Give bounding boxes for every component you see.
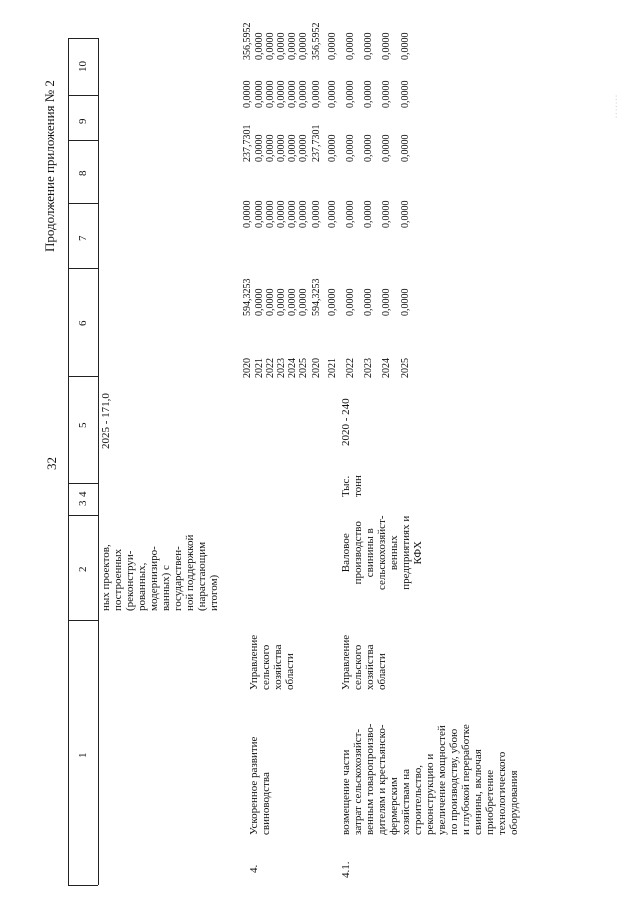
row41-c10-value-0: 356,5952 — [311, 22, 322, 60]
scan-mark: · · · · · · · — [614, 95, 620, 118]
header-col-9: 9 — [77, 118, 89, 124]
table-line — [68, 203, 98, 204]
row41-years-value-0: 2020 — [311, 358, 322, 378]
row4-c6-value-1: 0,0000 — [254, 288, 265, 316]
row4-c8-value-3: 0,0000 — [276, 134, 287, 162]
row41-title: возмещение части затрат сельскохозяйст- венным товаропроизво- дителям и крестьянско- фермерским хозяйствам на строительство, реконструкцию и увеличение мощностей по производству, убою и глубокой переработке свинины, включая приобретение технологического оборудования — [340, 723, 520, 835]
row41-c9-value-2: 0,0000 — [345, 80, 356, 108]
row41-c6-value-5: 0,0000 — [400, 288, 411, 316]
header-col-1: 1 — [77, 752, 89, 758]
row41-unit: Тыс. тонн — [340, 475, 364, 497]
table-line — [68, 376, 98, 377]
row4-c7-value-2: 0,0000 — [265, 200, 276, 228]
row4-c8-value-4: 0,0000 — [287, 134, 298, 162]
row41-c8-value-4: 0,0000 — [381, 134, 392, 162]
header-col-8: 8 — [77, 170, 89, 176]
row4-c7-value-4: 0,0000 — [287, 200, 298, 228]
row41-c6-value-1: 0,0000 — [327, 288, 338, 316]
row41-target: 2020 - 240 — [340, 398, 352, 446]
row4-years-value-2: 2022 — [265, 358, 276, 378]
table-line — [68, 268, 98, 269]
row4-years-value-4: 2024 — [287, 358, 298, 378]
row41-c7-value-3: 0,0000 — [363, 200, 374, 228]
row41-c9-value-0: 0,0000 — [311, 80, 322, 108]
row41-years-value-1: 2021 — [327, 358, 338, 378]
row41-years-value-3: 2023 — [363, 358, 374, 378]
row4-c10-value-1: 0,0000 — [254, 32, 265, 60]
row4-years-value-5: 2025 — [298, 358, 309, 378]
row41-c9-value-5: 0,0000 — [400, 80, 411, 108]
row4-c6-value-0: 594,3253 — [242, 278, 253, 316]
row41-c6-value-4: 0,0000 — [381, 288, 392, 316]
row41-c6-value-2: 0,0000 — [345, 288, 356, 316]
row4-executor: Управление сельского хозяйства области — [248, 634, 296, 690]
header-col-3: 3 — [77, 500, 89, 506]
row4-c9-value-4: 0,0000 — [287, 80, 298, 108]
row4-number: 4. — [248, 864, 260, 873]
row4-c10-value-4: 0,0000 — [287, 32, 298, 60]
row41-c6-value-0: 594,3253 — [311, 278, 322, 316]
table-line — [68, 95, 98, 96]
header-col-2: 2 — [77, 566, 89, 572]
table-line — [68, 140, 98, 141]
header-col-10: 10 — [77, 61, 89, 72]
row41-c7-value-2: 0,0000 — [345, 200, 356, 228]
row4-c9-value-1: 0,0000 — [254, 80, 265, 108]
row41-c9-value-1: 0,0000 — [327, 80, 338, 108]
row4-c6-value-4: 0,0000 — [287, 288, 298, 316]
row41-c8-value-3: 0,0000 — [363, 134, 374, 162]
row4-c9-value-5: 0,0000 — [298, 80, 309, 108]
row4-years-value-3: 2023 — [276, 358, 287, 378]
row41-c9-value-4: 0,0000 — [381, 80, 392, 108]
cont-indicator-text: ных проектов, построенных (реконструи- рованных, модернизиро- ванных) с государствен- ной поддержкой (нарастающим итогом) — [100, 534, 220, 611]
row4-c10-value-2: 0,0000 — [265, 32, 276, 60]
page-number: 32 — [44, 457, 59, 470]
row41-c9-value-3: 0,0000 — [363, 80, 374, 108]
header-col-5: 5 — [77, 422, 89, 428]
row41-years-value-2: 2022 — [345, 358, 356, 378]
row4-c10-value-3: 0,0000 — [276, 32, 287, 60]
table-line — [68, 620, 98, 621]
row4-c8-value-0: 237,7301 — [242, 124, 253, 162]
header-col-7: 7 — [77, 235, 89, 241]
table-line — [68, 885, 98, 886]
row41-indicator: Валовое производство свинины в сельскохозяйст- венных предприятиях и КФХ — [340, 515, 424, 590]
row4-years-value-1: 2021 — [254, 358, 265, 378]
row4-years-value-0: 2020 — [242, 358, 253, 378]
row4-c7-value-5: 0,0000 — [298, 200, 309, 228]
row4-c7-value-0: 0,0000 — [242, 200, 253, 228]
header-col-6: 6 — [77, 320, 89, 326]
row41-c10-value-5: 0,0000 — [400, 32, 411, 60]
row41-c7-value-4: 0,0000 — [381, 200, 392, 228]
row4-c6-value-5: 0,0000 — [298, 288, 309, 316]
appendix-title: Продолжение приложения № 2 — [42, 80, 57, 252]
row4-c7-value-1: 0,0000 — [254, 200, 265, 228]
row4-c9-value-0: 0,0000 — [242, 80, 253, 108]
row41-c8-value-2: 0,0000 — [345, 134, 356, 162]
table-line — [68, 515, 98, 516]
row4-c6-value-3: 0,0000 — [276, 288, 287, 316]
row4-c9-value-2: 0,0000 — [265, 80, 276, 108]
row4-c8-value-5: 0,0000 — [298, 134, 309, 162]
row4-c7-value-3: 0,0000 — [276, 200, 287, 228]
row4-c10-value-0: 356,5952 — [242, 22, 253, 60]
cont-target-value: 2025 - 171,0 — [100, 393, 112, 449]
row4-c10-value-5: 0,0000 — [298, 32, 309, 60]
table-line — [68, 38, 69, 885]
row41-c8-value-5: 0,0000 — [400, 134, 411, 162]
row41-c7-value-1: 0,0000 — [327, 200, 338, 228]
row4-c6-value-2: 0,0000 — [265, 288, 276, 316]
row41-c10-value-2: 0,0000 — [345, 32, 356, 60]
row41-c10-value-4: 0,0000 — [381, 32, 392, 60]
row41-executor: Управление сельского хозяйства области — [340, 634, 388, 690]
row41-c6-value-3: 0,0000 — [363, 288, 374, 316]
table-line — [98, 38, 99, 885]
row41-c10-value-3: 0,0000 — [363, 32, 374, 60]
row41-years-value-4: 2024 — [381, 358, 392, 378]
row41-c7-value-0: 0,0000 — [311, 200, 322, 228]
row41-years-value-5: 2025 — [400, 358, 411, 378]
table-line — [68, 483, 98, 484]
row41-number: 4.1. — [340, 861, 352, 878]
row41-c10-value-1: 0,0000 — [327, 32, 338, 60]
row41-c8-value-0: 237,7301 — [311, 124, 322, 162]
table-line — [68, 38, 98, 39]
row41-c7-value-5: 0,0000 — [400, 200, 411, 228]
header-col-4b: 4 — [77, 491, 89, 497]
row4-c9-value-3: 0,0000 — [276, 80, 287, 108]
row41-c8-value-1: 0,0000 — [327, 134, 338, 162]
row4-title: Ускоренное развитие свиноводства — [248, 736, 272, 835]
row4-c8-value-1: 0,0000 — [254, 134, 265, 162]
row4-c8-value-2: 0,0000 — [265, 134, 276, 162]
